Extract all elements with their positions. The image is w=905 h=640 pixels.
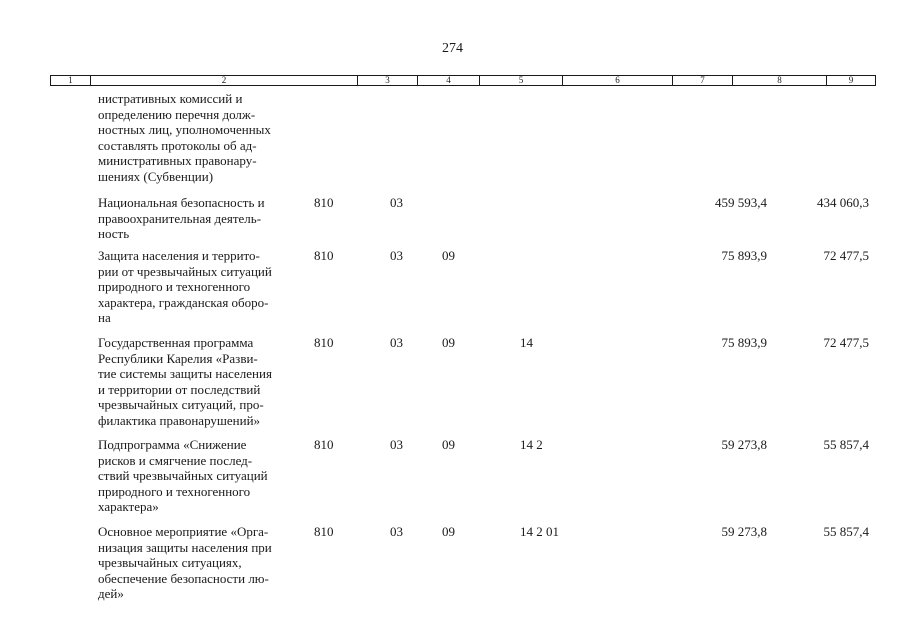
row-col3: 810	[314, 437, 334, 452]
row-col8: 75 893,9	[721, 335, 767, 350]
column-header-1: 1	[51, 76, 91, 85]
row-name: нистративных комиссий и определению перечня долж- ностных лиц, уполномоченных составлять протоколы об ад- министративных правонару- шениях (Субвенции)	[98, 91, 271, 184]
row-col8: 459 593,4	[715, 195, 767, 210]
row-col3: 810	[314, 248, 334, 263]
row-col3: 810	[314, 524, 334, 539]
row-col6: 14 2	[520, 437, 543, 452]
row-col6: 14	[520, 335, 533, 350]
column-header-3: 3	[358, 76, 418, 85]
row-col4: 03	[390, 437, 403, 452]
row-name: Национальная безопасность и правоохранительная деятель- ность	[98, 195, 265, 242]
row-col3: 810	[314, 195, 334, 210]
column-header-row	[50, 75, 876, 86]
row-col9: 55 857,4	[823, 437, 869, 452]
row-col8: 75 893,9	[721, 248, 767, 263]
row-col3: 810	[314, 335, 334, 350]
row-col5: 09	[442, 248, 455, 263]
column-header-4: 4	[418, 76, 480, 85]
row-col9: 72 477,5	[823, 335, 869, 350]
row-col5: 09	[442, 524, 455, 539]
row-col9: 434 060,3	[817, 195, 869, 210]
column-header-6: 6	[563, 76, 673, 85]
row-col4: 03	[390, 248, 403, 263]
row-col9: 72 477,5	[823, 248, 869, 263]
row-col9: 55 857,4	[823, 524, 869, 539]
row-col8: 59 273,8	[721, 524, 767, 539]
row-name: Подпрограмма «Снижение рисков и смягчение послед- ствий чрезвычайных ситуаций природного и техногенного характера»	[98, 437, 268, 515]
column-header-2: 2	[91, 76, 358, 85]
row-col4: 03	[390, 524, 403, 539]
column-header-9: 9	[848, 75, 854, 85]
row-col8: 59 273,8	[721, 437, 767, 452]
row-col6: 14 2 01	[520, 524, 559, 539]
row-col4: 03	[390, 195, 403, 210]
page-number: 274	[442, 41, 463, 56]
row-col5: 09	[442, 335, 455, 350]
row-name: Государственная программа Республики Карелия «Разви- тие системы защиты населения и территории от последствий чрезвычайных ситуаций, про- филактика правонарушений»	[98, 335, 272, 428]
row-col5: 09	[442, 437, 455, 452]
column-header-7: 7	[673, 76, 733, 85]
column-header-8: 8	[733, 76, 827, 85]
row-name: Основное мероприятие «Орга- низация защиты населения при чрезвычайных ситуациях, обеспечение безопасности лю- дей»	[98, 524, 272, 602]
row-col4: 03	[390, 335, 403, 350]
row-name: Защита населения и террито- рии от чрезвычайных ситуаций природного и техногенного характера, гражданская оборо- на	[98, 248, 272, 326]
column-header-5: 5	[480, 76, 563, 85]
